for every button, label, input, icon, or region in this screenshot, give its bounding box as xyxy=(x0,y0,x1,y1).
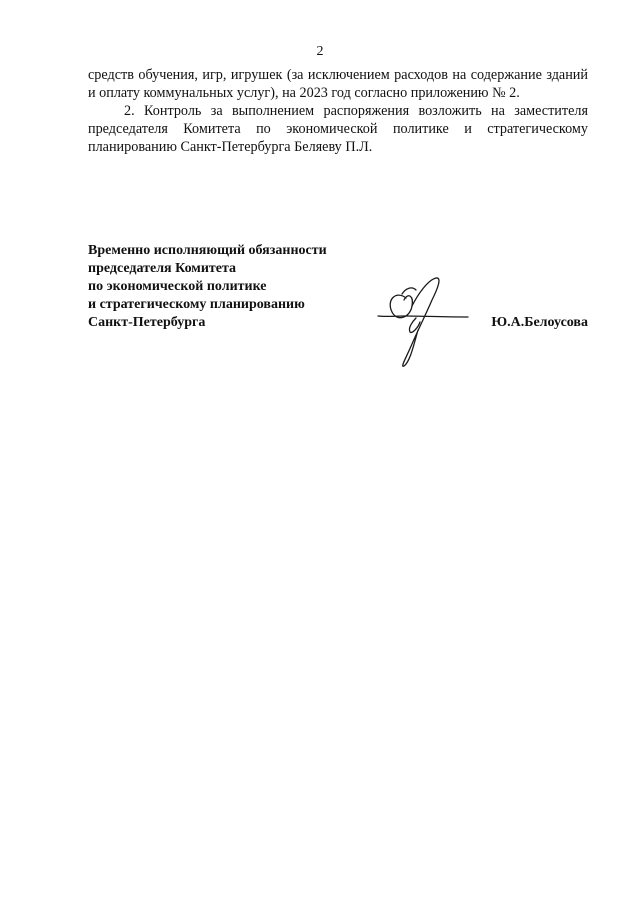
signatory-position-line: Временно исполняющий обязанности xyxy=(88,243,327,258)
signatory-position-line: и стратегическому планированию xyxy=(88,297,305,312)
document-body xyxy=(88,66,588,156)
handwritten-signature xyxy=(372,270,482,372)
signatory-position-line: Санкт-Петербурга xyxy=(88,315,206,330)
signatory-position xyxy=(88,242,388,332)
paragraph-continuation: средств обучения, игр, игрушек (за исключением расходов на содержание зданий и оплату коммунальных услуг), на 2023 год согласно приложению № 2. xyxy=(88,67,588,101)
paragraph-item-2: 2. Контроль за выполнением распоряжения возложить на заместителя председателя Комитета по экономической политике и стратегическому планированию Санкт-Петербурга Беляеву П.Л. xyxy=(88,103,588,155)
page-number: 2 xyxy=(316,44,324,59)
signatory-position-line: по экономической политике xyxy=(88,279,267,294)
signer-name: Ю.А.Белоусова xyxy=(491,315,588,330)
signatory-position-line: председателя Комитета xyxy=(88,261,237,276)
